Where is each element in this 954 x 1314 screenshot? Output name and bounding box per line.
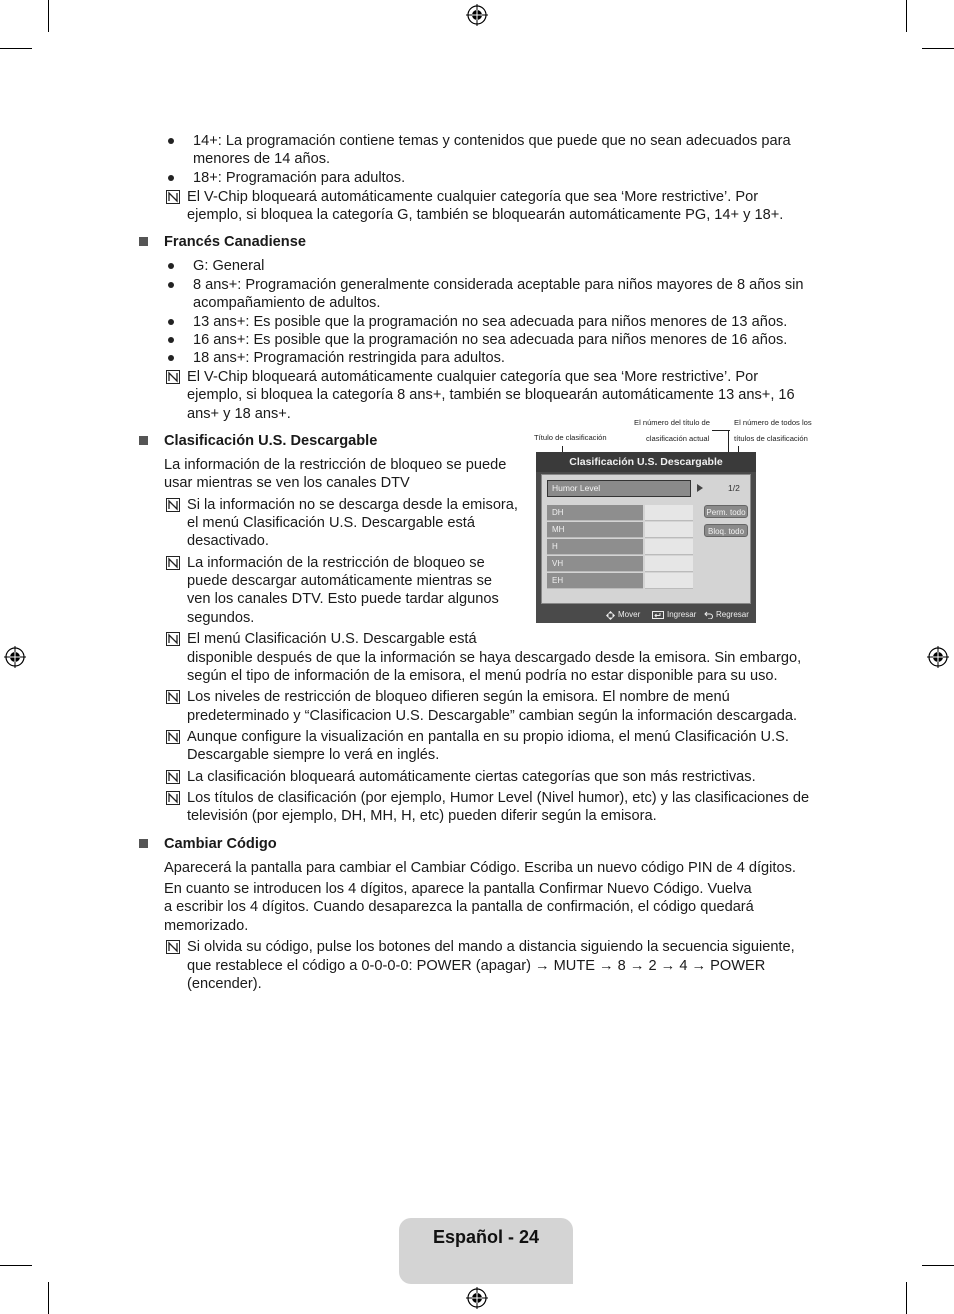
- note-icon: [166, 632, 180, 646]
- rating-lock-cell[interactable]: [645, 573, 693, 589]
- rating-row[interactable]: [547, 539, 693, 555]
- note-text: televisión (por ejemplo, DH, MH, H, etc) pueden diferir según la emisora.: [187, 808, 657, 824]
- paragraph-text: Aparecerá la pantalla para cambiar el Cambiar Código. Escriba un nuevo código PIN de 4 dígitos.: [164, 860, 796, 876]
- page-number: Español - 24: [432, 1227, 540, 1247]
- note-text: segundos.: [187, 610, 255, 626]
- rating-label: EH: [547, 573, 643, 589]
- note-icon: [166, 498, 180, 512]
- paragraph-text: a escribir los 4 dígitos. Cuando desaparezca la pantalla de confirmación, el código quedará: [164, 899, 754, 915]
- note-text: Los niveles de restricción de bloqueo difieren según la emisora. El nombre de menú: [187, 689, 730, 705]
- rating-label: MH: [547, 522, 643, 538]
- registration-mark-icon: [927, 646, 949, 668]
- note-text: El menú Clasificación U.S. Descargable está: [187, 631, 477, 647]
- bullet-icon: [168, 355, 174, 361]
- rating-lock-cell[interactable]: [645, 522, 693, 538]
- note-icon: [166, 791, 180, 805]
- callout-leader-line: [716, 430, 730, 431]
- callout-rating-title: Título de clasificación: [534, 433, 607, 442]
- note-text: ans+ y 18 ans+.: [187, 406, 291, 422]
- note-icon: [166, 690, 180, 704]
- note-icon: [166, 370, 180, 384]
- bullet-text: G: General: [193, 258, 265, 274]
- registration-mark-icon: [466, 4, 488, 26]
- tv-menu-panel: [541, 474, 751, 604]
- note-icon: [166, 730, 180, 744]
- section-heading: Francés Canadiense: [164, 234, 306, 250]
- footer-return-label: Regresar: [716, 610, 749, 619]
- note-text: desactivado.: [187, 533, 269, 549]
- rating-lock-cell[interactable]: [645, 556, 693, 572]
- crop-mark: [48, 0, 49, 32]
- footer-enter-label: Ingresar: [667, 610, 697, 619]
- block-all-button[interactable]: Bloq. todo: [704, 524, 748, 537]
- note-icon: [166, 190, 180, 204]
- square-bullet-icon: [139, 839, 148, 848]
- note-text: La clasificación bloqueará automáticamente ciertas categorías que son más restrictivas.: [187, 769, 756, 785]
- note-text: La información de la restricción de bloqueo se: [187, 555, 485, 571]
- note-text: Aunque configure la visualización en pantalla en su propio idioma, el menú Clasificación U.S.: [187, 729, 789, 745]
- page-number-badge: [399, 1218, 573, 1284]
- bullet-text: 16 ans+: Es posible que la programación no sea adecuada para niños menores de 16 años.: [193, 332, 788, 348]
- section-heading: Cambiar Código: [164, 836, 277, 852]
- rating-label: VH: [547, 556, 643, 572]
- humor-level-selector[interactable]: Humor Level: [547, 480, 691, 497]
- bullet-text: 8 ans+: Programación generalmente considerada aceptable para niños mayores de 8 años sin: [193, 277, 804, 293]
- bullet-icon: [168, 263, 174, 269]
- note-text: puede descargar automáticamente mientras se: [187, 573, 493, 589]
- tv-footer: [536, 607, 756, 623]
- note-text: ejemplo, si bloquea la categoría 8 ans+, también se bloquearán automáticamente 13 ans+, 16: [187, 387, 795, 403]
- rating-lock-cell[interactable]: [645, 539, 693, 555]
- rating-row[interactable]: [547, 505, 693, 521]
- tv-menu-screen: [536, 452, 756, 623]
- allow-all-button[interactable]: Perm. todo: [704, 505, 748, 518]
- rating-row[interactable]: [547, 522, 693, 538]
- callout-total-titles: títulos de clasificación: [734, 434, 808, 443]
- note-text: según el tipo de información de la emisora, el menú podría no estar disponible para su uso.: [187, 668, 778, 684]
- note-icon: [166, 940, 180, 954]
- square-bullet-icon: [139, 237, 148, 246]
- rating-row[interactable]: [547, 573, 693, 589]
- crop-mark: [906, 0, 907, 32]
- bullet-text: 18 ans+: Programación restringida para adultos.: [193, 350, 505, 366]
- rating-row[interactable]: [547, 556, 693, 572]
- crop-mark: [48, 1282, 49, 1314]
- rating-grid: [547, 505, 693, 592]
- tv-menu-title: Clasificación U.S. Descargable: [536, 452, 756, 472]
- footer-move-label: Mover: [618, 610, 641, 619]
- note-text: predeterminado y “Clasificacion U.S. Descargable” cambian según la información descargada.: [187, 708, 798, 724]
- note-text: (encender).: [187, 976, 262, 992]
- return-icon: [704, 611, 713, 619]
- note-text: Si la información no se descarga desde la emisora,: [187, 497, 518, 513]
- crop-mark: [0, 1265, 32, 1266]
- note-text: Los títulos de clasificación (por ejemplo, Humor Level (Nivel humor), etc) y las clasificaciones de: [187, 790, 810, 806]
- bullet-icon: [168, 337, 174, 343]
- paragraph-text: memorizado.: [164, 918, 249, 934]
- registration-mark-icon: [4, 646, 26, 668]
- rating-label: DH: [547, 505, 643, 521]
- bullet-text: 13 ans+: Es posible que la programación no sea adecuada para niños menores de 13 años.: [193, 314, 788, 330]
- bullet-text: 14+: La programación contiene temas y contenidos que puede que no sean adecuados para: [193, 133, 791, 149]
- note-text: Si olvida su código, pulse los botones del mando a distancia siguiendo la secuencia siguiente,: [187, 939, 795, 955]
- callout-current-title: El número del título de: [634, 418, 710, 427]
- arrow-right-icon: [697, 484, 703, 492]
- note-text: ejemplo, si bloquea la categoría G, también se bloquearán automáticamente PG, 14+ y 18+.: [187, 207, 784, 223]
- callout-total-titles: El número de todos los: [734, 418, 812, 427]
- bullet-icon: [168, 138, 174, 144]
- bullet-icon: [168, 282, 174, 288]
- note-text: que restablece el código a 0-0-0-0: POWER (apagar) → MUTE → 8 → 2 → 4 → POWER: [187, 958, 766, 974]
- note-text: El V-Chip bloqueará automáticamente cualquier categoría que sea ‘More restrictive’. Por: [187, 189, 759, 205]
- crop-mark: [922, 1265, 954, 1266]
- rating-lock-cell[interactable]: [645, 505, 693, 521]
- enter-icon: [652, 611, 664, 619]
- note-text: ven los canales DTV. Esto puede tardar algunos: [187, 591, 499, 607]
- note-text: el menú Clasificación U.S. Descargable está: [187, 515, 475, 531]
- bullet-icon: [168, 319, 174, 325]
- section-heading: Clasificación U.S. Descargable: [164, 433, 378, 449]
- bullet-text: menores de 14 años.: [193, 151, 331, 167]
- rating-label: H: [547, 539, 643, 555]
- move-arrows-icon: [606, 611, 615, 620]
- paragraph-text: En cuanto se introducen los 4 dígitos, aparece la pantalla Confirmar Nuevo Código. Vuelva: [164, 881, 752, 897]
- note-text: disponible después de que la información se haya descargado desde la emisora. Sin embargo,: [187, 650, 802, 666]
- intro-text: La información de la restricción de bloqueo se puede: [164, 457, 507, 473]
- crop-mark: [922, 48, 954, 49]
- bullet-icon: [168, 175, 174, 181]
- crop-mark: [906, 1282, 907, 1314]
- page-indicator: 1/2: [728, 483, 740, 493]
- square-bullet-icon: [139, 436, 148, 445]
- callout-current-title: clasificación actual: [646, 434, 710, 443]
- registration-mark-icon: [466, 1287, 488, 1309]
- bullet-text: 18+: Programación para adultos.: [193, 170, 406, 186]
- note-icon: [166, 770, 180, 784]
- bullet-text: acompañamiento de adultos.: [193, 295, 381, 311]
- intro-text: usar mientras se ven los canales DTV: [164, 475, 410, 491]
- crop-mark: [0, 48, 32, 49]
- note-icon: [166, 556, 180, 570]
- note-text: El V-Chip bloqueará automáticamente cualquier categoría que sea ‘More restrictive’. Por: [187, 369, 759, 385]
- note-text: Descargable siempre lo verá en inglés.: [187, 747, 440, 763]
